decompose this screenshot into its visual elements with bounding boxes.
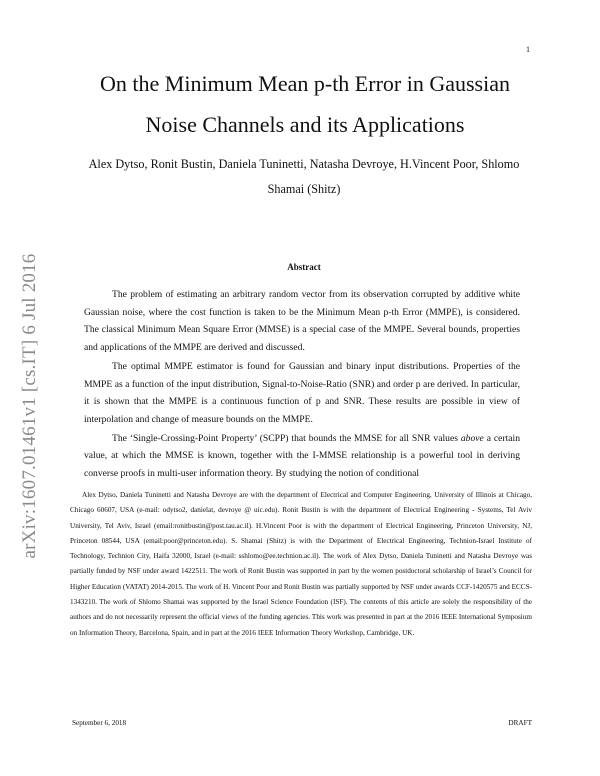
- abstract-body: [84, 286, 520, 484]
- arxiv-identifier-stamp[interactable]: arXiv:1607.01461v1 [cs.IT] 6 Jul 2016: [19, 253, 40, 559]
- abstract-paragraph: The optimal MMPE estimator is found for Gaussian and binary input distributions. Properties of the MMPE as a function of the input distribution, Signal-to-Noise-Ratio (SNR) and order p are derived. In particular, it is shown that the MMPE is a continuous function of p and SNR. These results are possible in view of interpolation and change of measure bounds on the MMPE.: [84, 360, 520, 425]
- footer-date: September 6, 2018: [72, 719, 127, 727]
- abstract-text: a certain value, at which the MMSE is known, together with the I-MMSE relationship is a powerful tool in deriving converse proofs in multi-user information theory. By studying the notion of conditional: [84, 432, 520, 480]
- abstract-heading: Abstract: [287, 262, 321, 272]
- paper-title: On the Minimum Mean p-th Error in Gaussian Noise Channels and its Applications: [100, 71, 510, 137]
- abstract-text: The ‘Single-Crossing-Point Property’ (SCPP) that bounds the MMSE for all SNR values: [112, 432, 461, 444]
- abstract-paragraph: [84, 430, 520, 483]
- footer-draft-label: DRAFT: [508, 719, 532, 727]
- abstract-paragraph: The problem of estimating an arbitrary random vector from its observation corrupted by additive white Gaussian noise, where the cost function is taken to be the Minimum Mean p-th Error (MMPE), is considered. The classical Minimum Mean Square Error (MMSE) is a special case of the MMPE. Several bounds, properties and applications of the MMPE are derived and discussed.: [84, 289, 520, 354]
- emphasized-word: above: [460, 432, 484, 444]
- page-number: 1: [526, 45, 530, 54]
- author-affiliation-footnote: Alex Dytso, Daniela Tuninetti and Natasha Devroye are with the department of Electrical and Computer Engineering, University of Illinois at Chicago, Chicago 60607, USA (e-mail: odytso2, danielat, devroye @ uic.edu). Ronit Bustin is with the department of Electrical Engineering - Systems, Tel Aviv University, Tel Aviv, Israel (email:ronitbustin@post.tau.ac.il). H.Vincent Poor is with the department of Electrical Engineering, Princeton University, NJ, Princeton 08544, USA (email:poor@princeton.edu). S. Shamai (Shitz) is with the Department of Electrical Engineering, Technion-Israel Institute of Technology, Technion City, Haifa 32000, Israel (e-mail: sshlomo@ee.technion.ac.il). The work of Alex Dytso, Daniela Tuninetti and Natasha Devroye was partially funded by NSF under award 1422511. The work of Ronit Bustin was supported in part by the women postdoctoral scholarship of Israel’s Council for Higher Education (VATAT) 2014-2015. The work of H. Vincent Poor and Ronit Bustin was partially supported by NSF under awards CCF-1420575 and ECCS-1343210. The work of Shlomo Shamai was supported by the Israel Science Foundation (ISF). The contents of this article are solely the responsibility of the authors and do not necessarily represent the official views of the funding agencies. This work was presented in part at the 2016 IEEE International Symposium on Information Theory, Barcelona, Spain, and in part at the 2016 IEEE Information Theory Workshop, Cambridge, UK.: [70, 491, 532, 637]
- author-list: Alex Dytso, Ronit Bustin, Daniela Tuninetti, Natasha Devroye, H.Vincent Poor, Shlomo Shamai (Shitz): [88, 157, 520, 196]
